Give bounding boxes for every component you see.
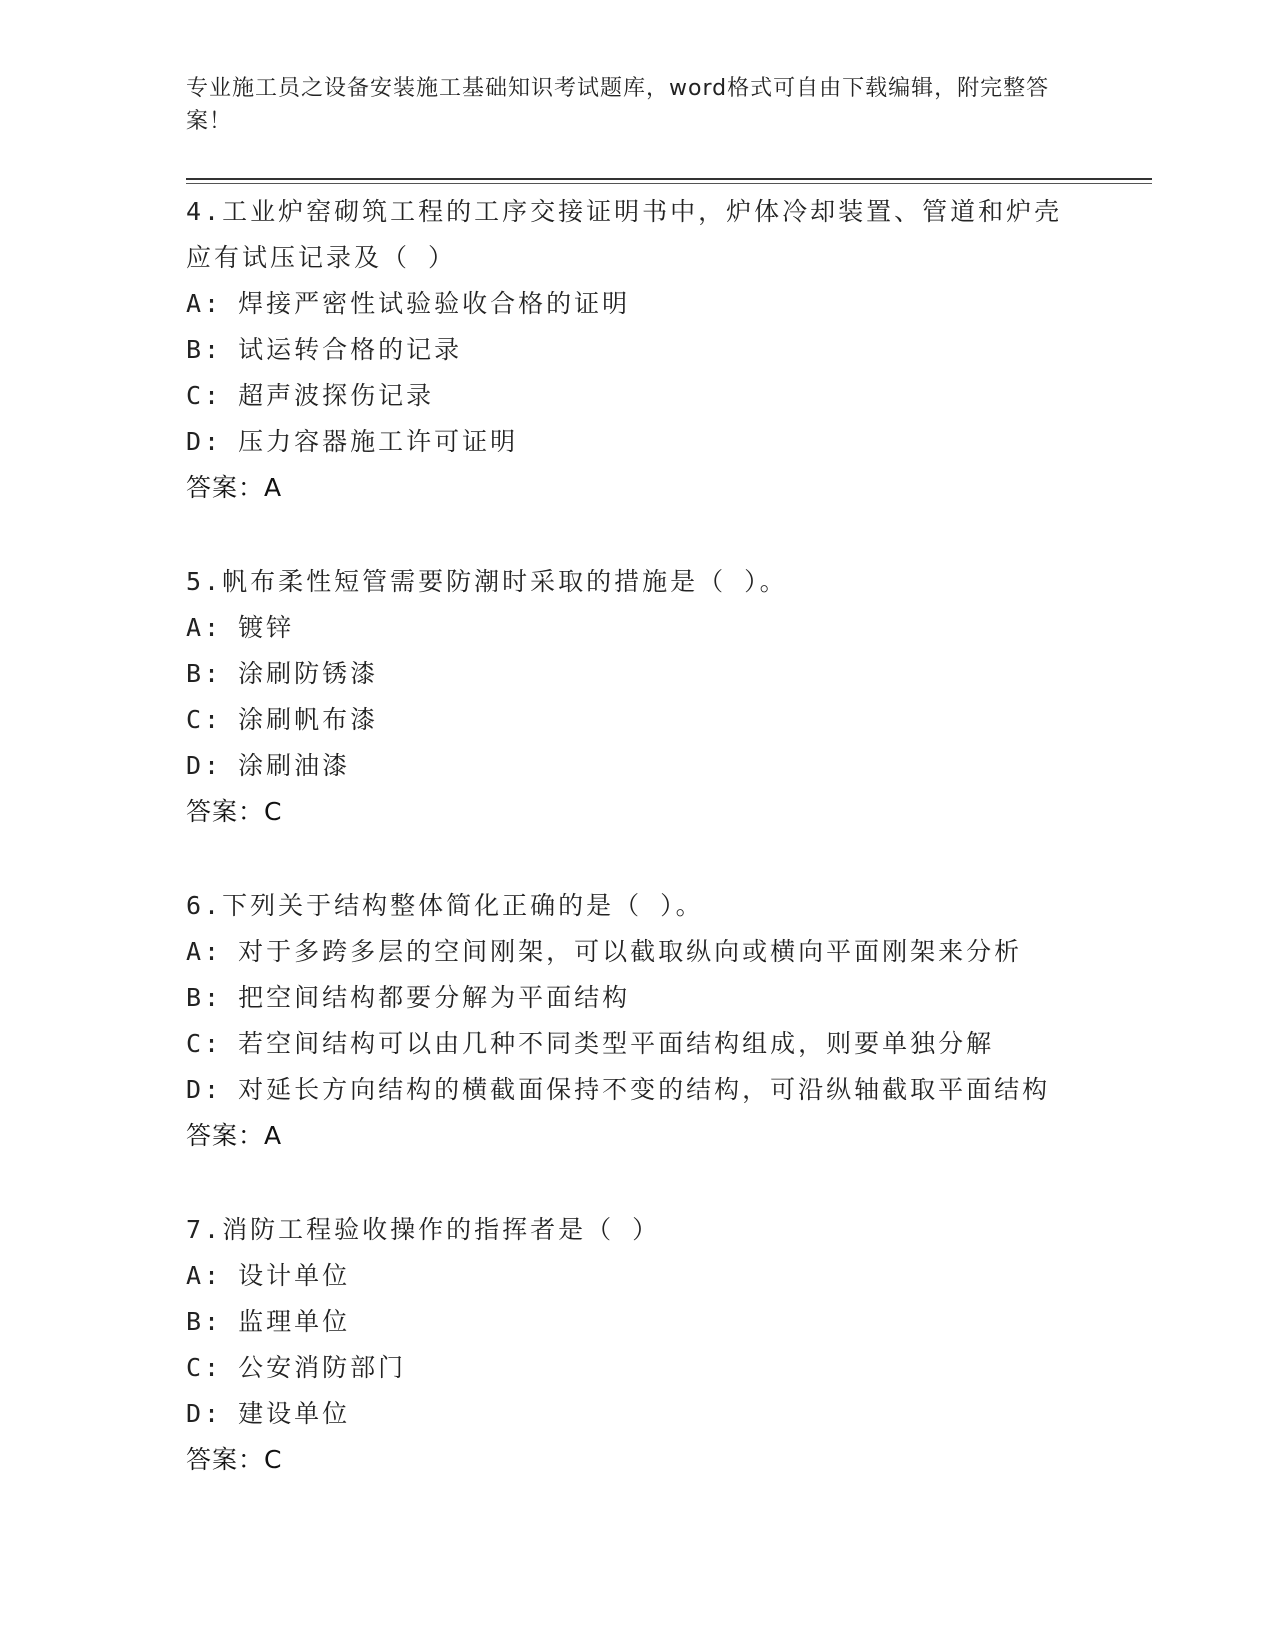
header-divider-thick bbox=[186, 178, 1152, 180]
option-letter: C: bbox=[186, 1353, 223, 1382]
option-c bbox=[186, 1345, 1152, 1391]
option-b bbox=[186, 1299, 1152, 1345]
option-b bbox=[186, 975, 1152, 1021]
option-a bbox=[186, 1253, 1152, 1299]
option-text: 把空间结构都要分解为平面结构 bbox=[238, 983, 631, 1012]
option-c bbox=[186, 373, 1152, 419]
option-letter: D: bbox=[186, 1399, 223, 1428]
question-4 bbox=[186, 189, 1152, 511]
option-c bbox=[186, 1021, 1152, 1067]
option-d bbox=[186, 419, 1152, 465]
option-c bbox=[186, 697, 1152, 743]
question-6 bbox=[186, 883, 1152, 1159]
question-stem: 6.下列关于结构整体简化正确的是（ ）。 bbox=[186, 891, 704, 920]
option-text: 对于多跨多层的空间刚架，可以截取纵向或横向平面刚架来分析 bbox=[238, 937, 1023, 966]
option-text: 焊接严密性试验验收合格的证明 bbox=[238, 289, 631, 318]
option-letter: B: bbox=[186, 659, 223, 688]
option-text: 试运转合格的记录 bbox=[238, 335, 463, 364]
option-letter: B: bbox=[186, 1307, 223, 1336]
answer-line: 答案：C bbox=[186, 797, 283, 826]
option-b bbox=[186, 327, 1152, 373]
option-letter: A: bbox=[186, 937, 223, 966]
option-text: 镀锌 bbox=[238, 613, 295, 642]
option-text: 涂刷油漆 bbox=[238, 751, 351, 780]
option-text: 涂刷防锈漆 bbox=[238, 659, 379, 688]
option-text: 压力容器施工许可证明 bbox=[238, 427, 519, 456]
option-letter: A: bbox=[186, 613, 223, 642]
question-stem: 5.帆布柔性短管需要防潮时采取的措施是（ ）。 bbox=[186, 567, 788, 596]
question-stem: 7.消防工程验收操作的指挥者是（ ） bbox=[186, 1215, 661, 1244]
option-letter: A: bbox=[186, 1261, 223, 1290]
answer-line: 答案：C bbox=[186, 1445, 283, 1474]
option-a bbox=[186, 281, 1152, 327]
option-text: 建设单位 bbox=[238, 1399, 351, 1428]
option-letter: D: bbox=[186, 751, 223, 780]
option-letter: B: bbox=[186, 983, 223, 1012]
option-text: 涂刷帆布漆 bbox=[238, 705, 379, 734]
answer-line: 答案：A bbox=[186, 1121, 283, 1150]
option-letter: B: bbox=[186, 335, 223, 364]
option-a bbox=[186, 929, 1152, 975]
option-b bbox=[186, 651, 1152, 697]
option-d bbox=[186, 743, 1152, 789]
answer-line: 答案：A bbox=[186, 473, 283, 502]
option-text: 监理单位 bbox=[238, 1307, 351, 1336]
option-text: 若空间结构可以由几种不同类型平面结构组成，则要单独分解 bbox=[238, 1029, 995, 1058]
question-stem: 4.工业炉窑砌筑工程的工序交接证明书中，炉体冷却装置、管道和炉壳应有试压记录及（ ） bbox=[186, 197, 1063, 272]
option-text: 对延长方向结构的横截面保持不变的结构，可沿纵轴截取平面结构 bbox=[238, 1075, 1051, 1104]
option-a bbox=[186, 605, 1152, 651]
question-7 bbox=[186, 1207, 1152, 1483]
option-letter: A: bbox=[186, 289, 223, 318]
option-text: 公安消防部门 bbox=[238, 1353, 407, 1382]
option-letter: C: bbox=[186, 705, 223, 734]
option-letter: C: bbox=[186, 381, 223, 410]
option-text: 设计单位 bbox=[238, 1261, 351, 1290]
header-divider-thin bbox=[186, 183, 1152, 184]
option-d bbox=[186, 1067, 1152, 1113]
question-list bbox=[186, 189, 1152, 1531]
option-letter: D: bbox=[186, 427, 223, 456]
option-d bbox=[186, 1391, 1152, 1437]
document-header: 专业施工员之设备安装施工基础知识考试题库，word格式可自由下载编辑，附完整答案！ bbox=[186, 76, 1050, 134]
question-5 bbox=[186, 559, 1152, 835]
option-text: 超声波探伤记录 bbox=[238, 381, 435, 410]
option-letter: C: bbox=[186, 1029, 223, 1058]
option-letter: D: bbox=[186, 1075, 223, 1104]
